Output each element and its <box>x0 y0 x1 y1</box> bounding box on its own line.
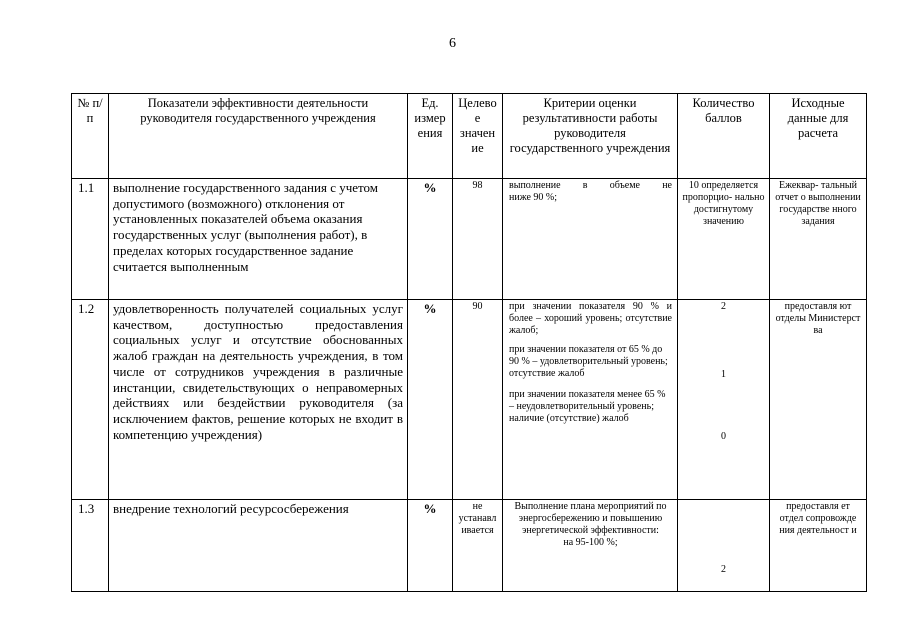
table-row <box>72 500 867 592</box>
unit-cell: % <box>408 300 453 500</box>
table-header-row <box>72 94 867 179</box>
score-cell <box>678 500 770 592</box>
criteria-line: ниже 90 %; <box>509 192 558 203</box>
indicator-cell: выполнение государственного задания с учетом допустимого (возможного) отклонения от установленных показателей объема оказания государственных услуг (выполнения работ), в пределах которых государственное задание считается выполненным <box>109 179 408 300</box>
source-cell: Ежеквар- тальный отчет о выполнении государстве нного задания <box>770 179 867 300</box>
header-criteria: Критерии оценки результативности работы руководителя государственного учреждения <box>503 94 678 179</box>
target-cell: 98 <box>453 179 503 300</box>
criteria-cell <box>503 500 678 592</box>
header-indicator: Показатели эффективности деятельности руководителя государственного учреждения <box>109 94 408 179</box>
score-cell: 10 определяется пропорцио- нально достигнутому значению <box>678 179 770 300</box>
performance-indicators-table <box>71 93 867 592</box>
score-value: 2 <box>721 564 726 575</box>
criteria-line: выполнение в объеме не <box>509 180 672 191</box>
header-no: № п/п <box>72 94 109 179</box>
criteria-unsatisfactory: при значении показателя менее 65 % – неудовлетворительный уровень; наличие (отсутствие) жалоб <box>509 389 666 424</box>
source-cell: предоставля ет отдел сопровожде ния деятельност и <box>770 500 867 592</box>
unit-cell: % <box>408 179 453 300</box>
page-number: 6 <box>449 36 456 51</box>
source-cell: предоставля ют отделы Министерст ва <box>770 300 867 500</box>
score-unsatisfactory: 0 <box>721 431 726 442</box>
criteria-cell <box>503 179 678 300</box>
criteria-satisfactory: при значении показателя от 65 % до 90 % – удовлетворительный уровень; отсутствие жалоб <box>509 344 668 379</box>
criteria-good: при значении показателя 90 % и более – хороший уровень; отсутствие жалоб; <box>509 301 672 336</box>
criteria-text: Выполнение плана мероприятий по энергосбережению и повышению энергетической эффективности: <box>514 501 667 536</box>
indicator-cell: удовлетворенность получателей социальных услуг качеством, доступностью предоставления социальных услуг и отсутствие обоснованных жалоб граждан на деятельность учреждения, в том числе от сотрудников учреждения в различные инстанции, свидетельствующих о неправомерных действиях или бездействии руководителя (за исключением фактов, решение которых не входит в компетенцию учреждения) <box>109 300 408 500</box>
unit-cell: % <box>408 500 453 592</box>
row-number: 1.2 <box>72 300 109 500</box>
target-cell: 90 <box>453 300 503 500</box>
criteria-cell <box>503 300 678 500</box>
row-number: 1.3 <box>72 500 109 592</box>
score-satisfactory: 1 <box>721 369 726 380</box>
score-cell <box>678 300 770 500</box>
header-unit: Ед. измер ения <box>408 94 453 179</box>
header-source: Исходные данные для расчета <box>770 94 867 179</box>
criteria-sub: на 95-100 %; <box>563 537 618 548</box>
header-score: Количество баллов <box>678 94 770 179</box>
table-row <box>72 300 867 500</box>
indicator-cell: внедрение технологий ресурсосбережения <box>109 500 408 592</box>
header-target: Целево е значен ие <box>453 94 503 179</box>
table-row <box>72 179 867 300</box>
score-good: 2 <box>721 301 726 312</box>
target-cell: не устанавл ивается <box>453 500 503 592</box>
row-number: 1.1 <box>72 179 109 300</box>
